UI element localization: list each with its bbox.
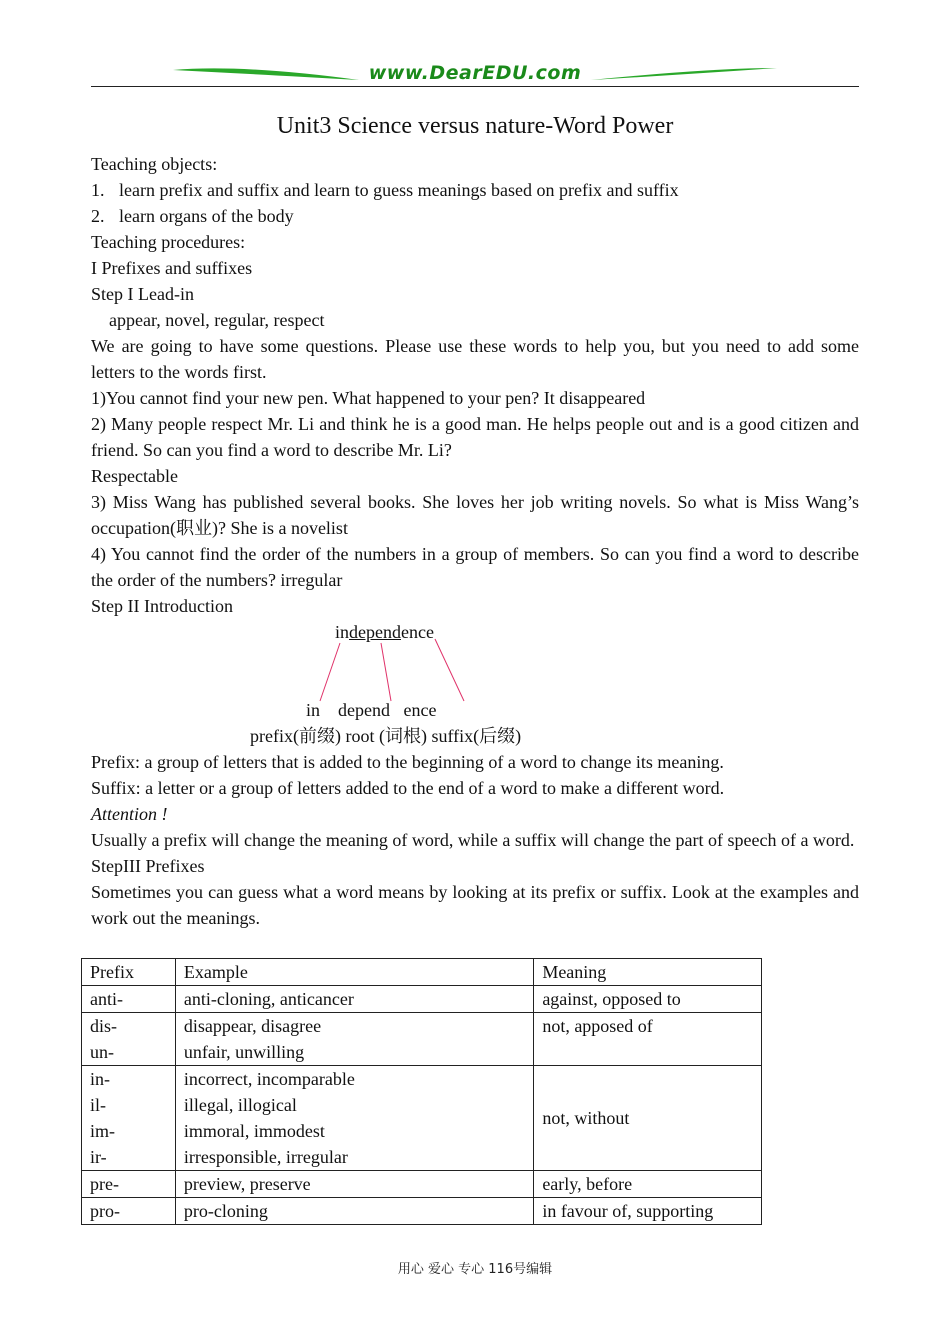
example-cell: incorrect, incomparable illegal, illogical immoral, immodest irresponsible, irregular bbox=[175, 1066, 533, 1171]
root-connector-line bbox=[381, 643, 391, 701]
header-cell: Example bbox=[175, 959, 533, 986]
objective-item: 2. learn organs of the body bbox=[91, 206, 294, 226]
document-body bbox=[91, 151, 859, 931]
question-item: 4) You cannot find the order of the numbers in a group of members. So can you find a word to describe the order of the numbers? irregular bbox=[91, 544, 859, 590]
table-header-row bbox=[82, 959, 762, 986]
meaning-cell: not, apposed of bbox=[534, 1013, 762, 1066]
table-row bbox=[82, 1198, 762, 1225]
usually-paragraph: Usually a prefix will change the meaning of word, while a suffix will change the part of speech of a word. bbox=[91, 830, 855, 850]
word-list: appear, novel, regular, respect bbox=[109, 310, 325, 330]
attention-note: Attention ! bbox=[91, 804, 168, 824]
diagram-word: independence bbox=[335, 622, 434, 642]
section-heading: I Prefixes and suffixes bbox=[91, 258, 253, 278]
prefix-cell: pre- bbox=[82, 1171, 176, 1198]
procedures-heading: Teaching procedures: bbox=[91, 232, 246, 252]
objective-item: 1. learn prefix and suffix and learn to guess meanings based on prefix and suffix bbox=[91, 180, 679, 200]
intro-paragraph: We are going to have some questions. Please use these words to help you, but you need to add some letters to the words first. bbox=[91, 336, 859, 382]
prefix-table bbox=[81, 958, 762, 1225]
step3-heading: StepIII Prefixes bbox=[91, 856, 205, 876]
header-rule bbox=[91, 86, 859, 87]
question-item: 3) Miss Wang has published several books. She loves her job writing novels. So what is Miss Wang’s occupation(职业)? She is a novelist bbox=[91, 492, 859, 538]
meaning-cell: early, before bbox=[534, 1171, 762, 1198]
prefix-connector-line bbox=[320, 643, 340, 701]
answer-text: Respectable bbox=[91, 466, 178, 486]
table-row bbox=[82, 1171, 762, 1198]
page-title: Unit3 Science versus nature-Word Power bbox=[276, 113, 674, 139]
prefix-cell: dis- un- bbox=[82, 1013, 176, 1066]
example-cell: preview, preserve bbox=[175, 1171, 533, 1198]
table-row bbox=[82, 1013, 762, 1066]
meaning-cell: in favour of, supporting bbox=[534, 1198, 762, 1225]
prefix-definition: Prefix: a group of letters that is added to the beginning of a word to change its meaning. bbox=[91, 752, 724, 772]
header-cell: Prefix bbox=[82, 959, 176, 986]
word-structure-diagram bbox=[91, 619, 859, 749]
diagram-labels: prefix(前缀) root (词根) suffix(后缀) bbox=[250, 726, 522, 746]
objectives-heading: Teaching objects: bbox=[91, 154, 218, 174]
prefix-cell: pro- bbox=[82, 1198, 176, 1225]
prefix-cell: anti- bbox=[82, 986, 176, 1013]
example-cell: disappear, disagree unfair, unwilling bbox=[175, 1013, 533, 1066]
suffix-definition: Suffix: a letter or a group of letters added to the end of a word to make a different word. bbox=[91, 778, 725, 798]
diagram-parts: in depend ence bbox=[306, 700, 437, 720]
example-cell: anti-cloning, anticancer bbox=[175, 986, 533, 1013]
prefix-cell: in- il- im- ir- bbox=[82, 1066, 176, 1171]
page-footer: 用心 爱心 专心 116号编辑 bbox=[397, 1262, 553, 1277]
question-item: 1)You cannot find your new pen. What happened to your pen? It disappeared bbox=[91, 388, 646, 408]
site-header bbox=[91, 58, 859, 94]
table-row bbox=[82, 1066, 762, 1171]
meaning-cell: not, without bbox=[534, 1066, 762, 1171]
question-item: 2) Many people respect Mr. Li and think he is a good man. He helps people out and is a good citizen and friend. So can you find a word to describe Mr. Li? bbox=[91, 414, 859, 460]
meaning-cell: against, opposed to bbox=[534, 986, 762, 1013]
step1-heading: Step I Lead-in bbox=[91, 284, 194, 304]
step3-paragraph: Sometimes you can guess what a word means by looking at its prefix or suffix. Look at the examples and work out the meanings. bbox=[91, 882, 859, 928]
example-cell: pro-cloning bbox=[175, 1198, 533, 1225]
site-logo-text[interactable]: www.DearEDU.com bbox=[368, 62, 582, 84]
step2-heading: Step II Introduction bbox=[91, 596, 233, 616]
table-row bbox=[82, 986, 762, 1013]
header-cell: Meaning bbox=[534, 959, 762, 986]
suffix-connector-line bbox=[435, 639, 464, 701]
